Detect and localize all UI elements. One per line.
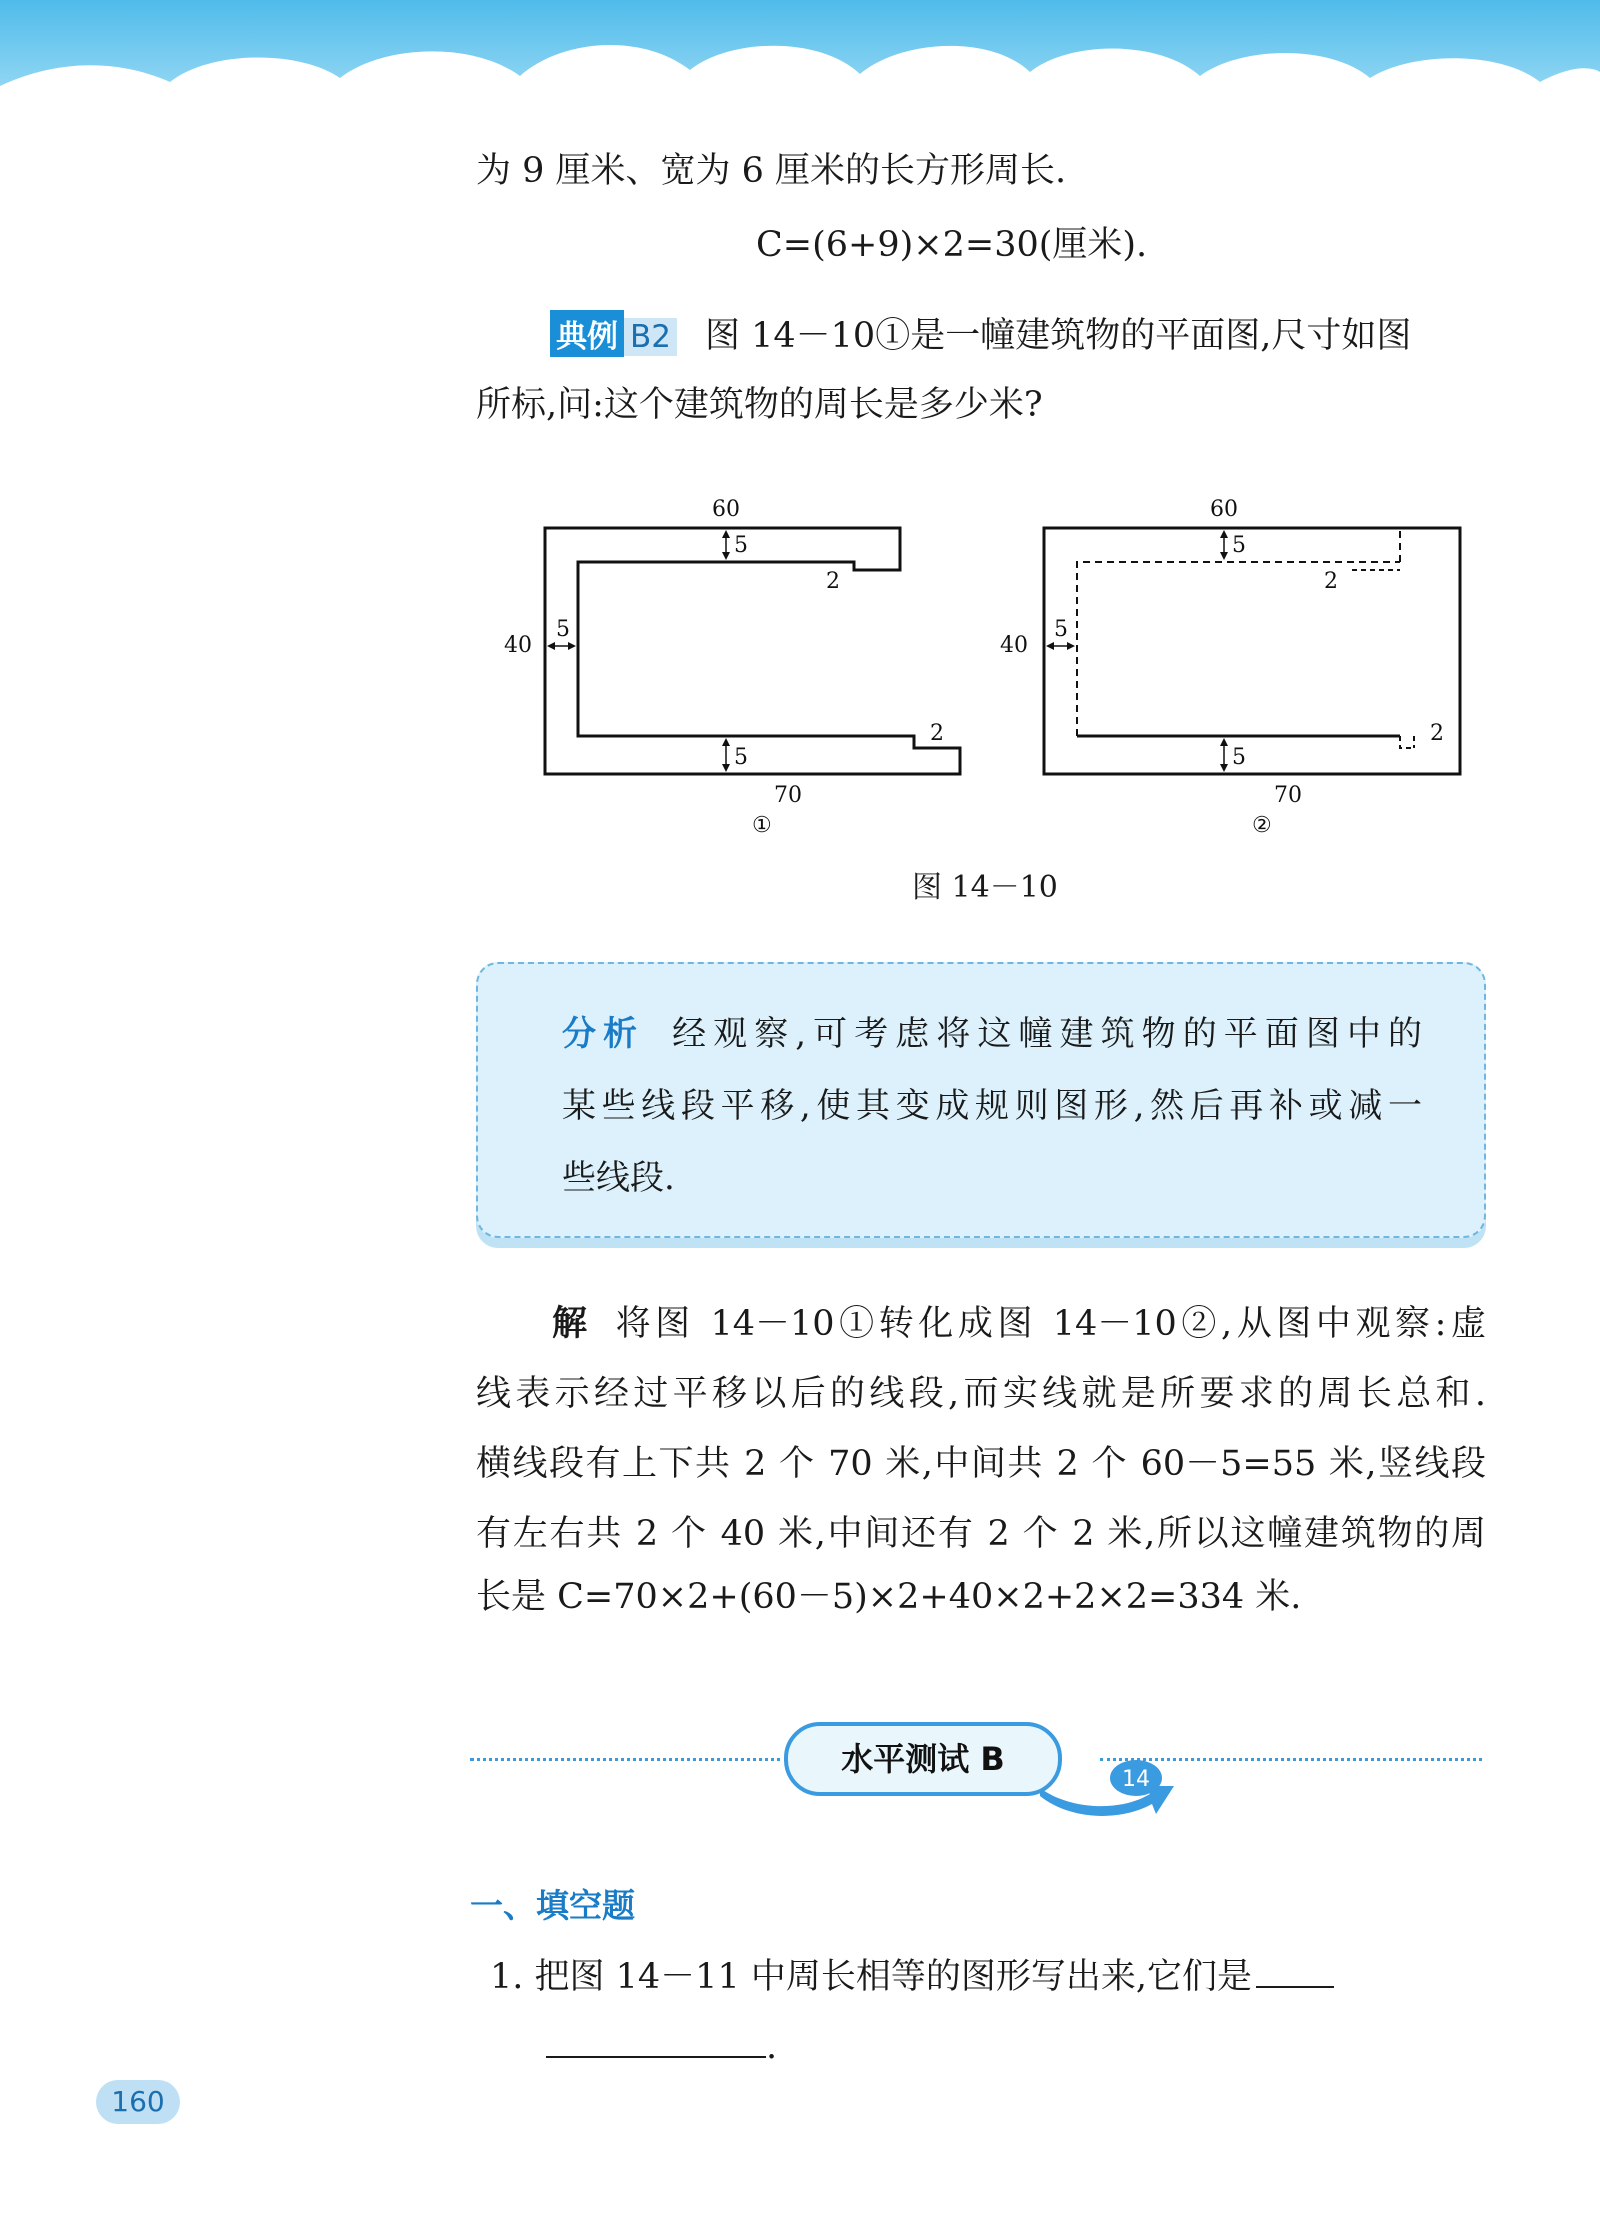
figure-caption: 图 14－10: [912, 870, 1058, 905]
panel1-bottom-label: 70: [774, 783, 802, 808]
example-line-2: 所标,问:这个建筑物的周长是多少米?: [476, 385, 1043, 425]
analysis-line-3: 些线段.: [562, 1158, 675, 1198]
example-tag: 典例: [550, 310, 624, 357]
panel1-step-top: 2: [826, 569, 840, 594]
solution-line-3: 横线段有上下共 2 个 70 米,中间共 2 个 60－5=55 米,竖线段: [476, 1444, 1486, 1484]
panel1-wall-top: 5: [734, 533, 748, 558]
solution-line-2: 线表示经过平移以后的线段,而实线就是所要求的周长总和.: [476, 1374, 1486, 1414]
example-line-1: [550, 308, 1486, 358]
intro-line: 为 9 厘米、宽为 6 厘米的长方形周长.: [476, 151, 1067, 191]
section-title: 水平测试 B: [784, 1722, 1062, 1796]
figure-panel-2: [1000, 497, 1460, 838]
page-number: 160: [96, 2080, 180, 2124]
panel2-top-label: 60: [1210, 497, 1238, 522]
panel2-left-label: 40: [1000, 633, 1028, 658]
panel1-number: ①: [752, 813, 772, 838]
panel2-step-top: 2: [1324, 569, 1338, 594]
panel2-wall-top: 5: [1232, 533, 1246, 558]
panel1-wall-bottom: 5: [734, 745, 748, 770]
section-arrow-icon: [1040, 1730, 1180, 1820]
panel1-top-label: 60: [712, 497, 740, 522]
figure-panel-1: [504, 497, 960, 838]
analysis-line-2: 某些线段平移,使其变成规则图形,然后再补或减一: [562, 1086, 1422, 1126]
panel2-wall-left: 5: [1054, 617, 1068, 642]
exercise-heading: 一、填空题: [470, 1886, 635, 1925]
analysis-box: [476, 962, 1486, 1238]
example-code: B2: [624, 318, 677, 356]
panel2-wall-bottom: 5: [1232, 745, 1246, 770]
panel2-number: ②: [1252, 813, 1272, 838]
panel1-left-label: 40: [504, 633, 532, 658]
solution-line-1: 解 将图 14－10①转化成图 14－10②,从图中观察:虚: [552, 1303, 1486, 1344]
panel2-step-bottom: 2: [1430, 721, 1444, 746]
solution-label: 解: [552, 1303, 592, 1344]
panel2-bottom-label: 70: [1274, 783, 1302, 808]
solution-line-4: 有左右共 2 个 40 米,中间还有 2 个 2 米,所以这幢建筑物的周: [476, 1514, 1486, 1554]
answer-blank-1[interactable]: [1256, 1986, 1334, 1988]
section-rule-left: [470, 1758, 788, 1761]
answer-blank-2[interactable]: [546, 2056, 766, 2058]
figure-14-10: [500, 482, 1500, 842]
analysis-line-1: 分析 经观察,可考虑将这幢建筑物的平面图中的: [562, 1014, 1422, 1054]
question-1: 1. 把图 14－11 中周长相等的图形写出来,它们是: [490, 1956, 1334, 1998]
panel1-step-bottom: 2: [930, 721, 944, 746]
intro-formula: C=(6+9)×2=30(厘米).: [756, 225, 1148, 265]
analysis-label: 分析: [562, 1014, 645, 1054]
question-1-continued: .: [546, 2026, 777, 2068]
example-text-1: 图 14－10①是一幢建筑物的平面图,尺寸如图: [705, 316, 1412, 356]
section-badge: 14: [1122, 1767, 1150, 1792]
solution-line-5: 长是 C=70×2+(60－5)×2+40×2+2×2=334 米.: [476, 1577, 1302, 1617]
header-banner: [0, 0, 1600, 120]
panel1-wall-left: 5: [556, 617, 570, 642]
